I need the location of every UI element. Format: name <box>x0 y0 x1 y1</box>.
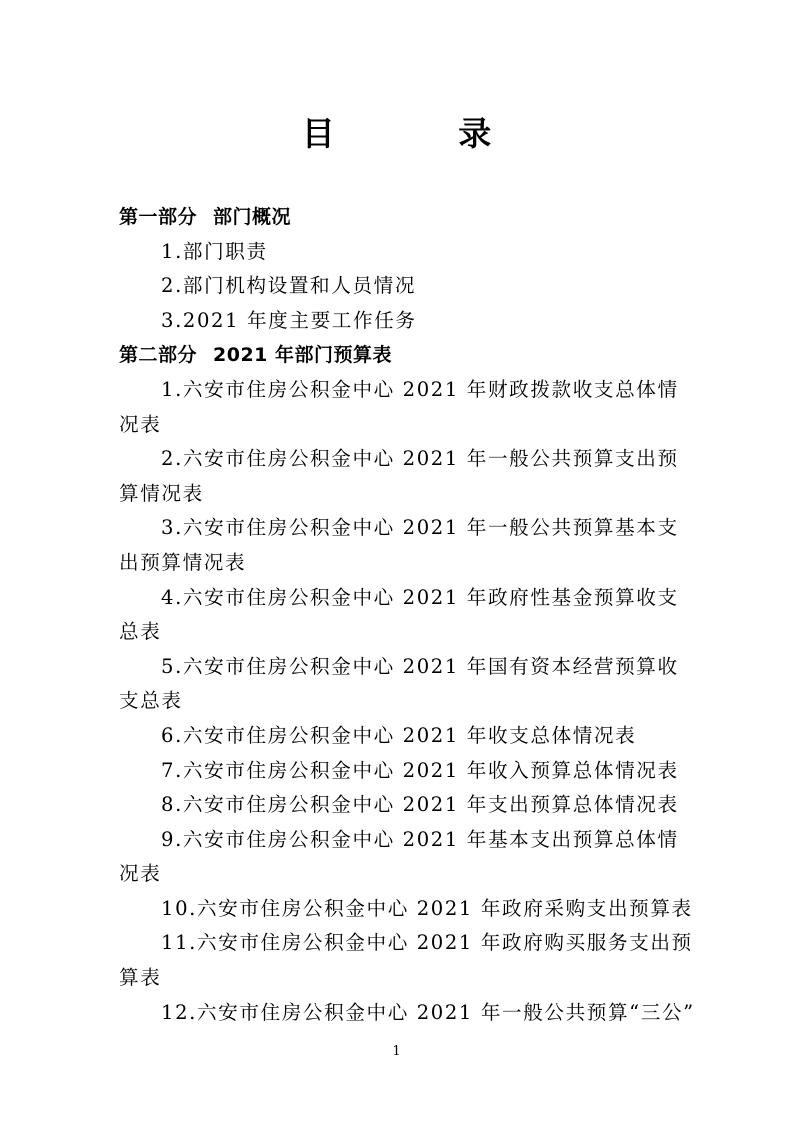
toc-item: 8.六安市住房公积金中心 2021 年支出预算总体情况表 <box>161 793 679 817</box>
toc-item: 3.2021 年度主要工作任务 <box>161 308 417 332</box>
toc-item: 6.六安市住房公积金中心 2021 年收支总体情况表 <box>161 723 637 747</box>
table-of-contents <box>119 200 695 1030</box>
toc-item-continuation: 算情况表 <box>119 481 204 505</box>
toc-item: 1.六安市住房公积金中心 2021 年财政拨款收支总体情 <box>161 377 679 401</box>
toc-item: 5.六安市住房公积金中心 2021 年国有资本经营预算收 <box>161 654 679 678</box>
toc-item-continuation: 算表 <box>119 966 162 990</box>
part2-item-list <box>119 373 695 1030</box>
page-title: 目 录 <box>301 114 548 153</box>
toc-item: 10.六安市住房公积金中心 2021 年政府采购支出预算表 <box>161 896 693 920</box>
section-title: 2021 年部门预算表 <box>213 344 393 367</box>
toc-item: 1.部门职责 <box>161 239 268 263</box>
section-title: 部门概况 <box>213 206 292 228</box>
toc-item: 4.六安市住房公积金中心 2021 年政府性基金预算收支 <box>161 585 679 609</box>
toc-item-continuation: 总表 <box>119 620 162 644</box>
toc-item-continuation: 支总表 <box>119 689 183 713</box>
toc-item: 2.部门机构设置和人员情况 <box>161 274 417 298</box>
toc-item-continuation: 出预算情况表 <box>119 550 247 574</box>
section-heading-part1 <box>119 200 674 235</box>
toc-item-continuation: 况表 <box>119 862 162 886</box>
toc-item-continuation: 况表 <box>119 412 162 436</box>
toc-item: 3.六安市住房公积金中心 2021 年一般公共预算基本支 <box>161 516 679 540</box>
page-number: 1 <box>392 1044 401 1059</box>
section-heading-part2 <box>119 338 674 373</box>
section-label: 第一部分 <box>119 206 198 228</box>
toc-item: 12.六安市住房公积金中心 2021 年一般公共预算“三公” <box>161 1000 695 1024</box>
toc-item: 11.六安市住房公积金中心 2021 年政府购买服务支出预 <box>161 931 693 955</box>
section-label: 第二部分 <box>119 344 198 367</box>
toc-item: 7.六安市住房公积金中心 2021 年收入预算总体情况表 <box>161 758 679 782</box>
toc-item: 2.六安市住房公积金中心 2021 年一般公共预算支出预 <box>161 447 679 471</box>
toc-item: 9.六安市住房公积金中心 2021 年基本支出预算总体情 <box>161 827 679 851</box>
